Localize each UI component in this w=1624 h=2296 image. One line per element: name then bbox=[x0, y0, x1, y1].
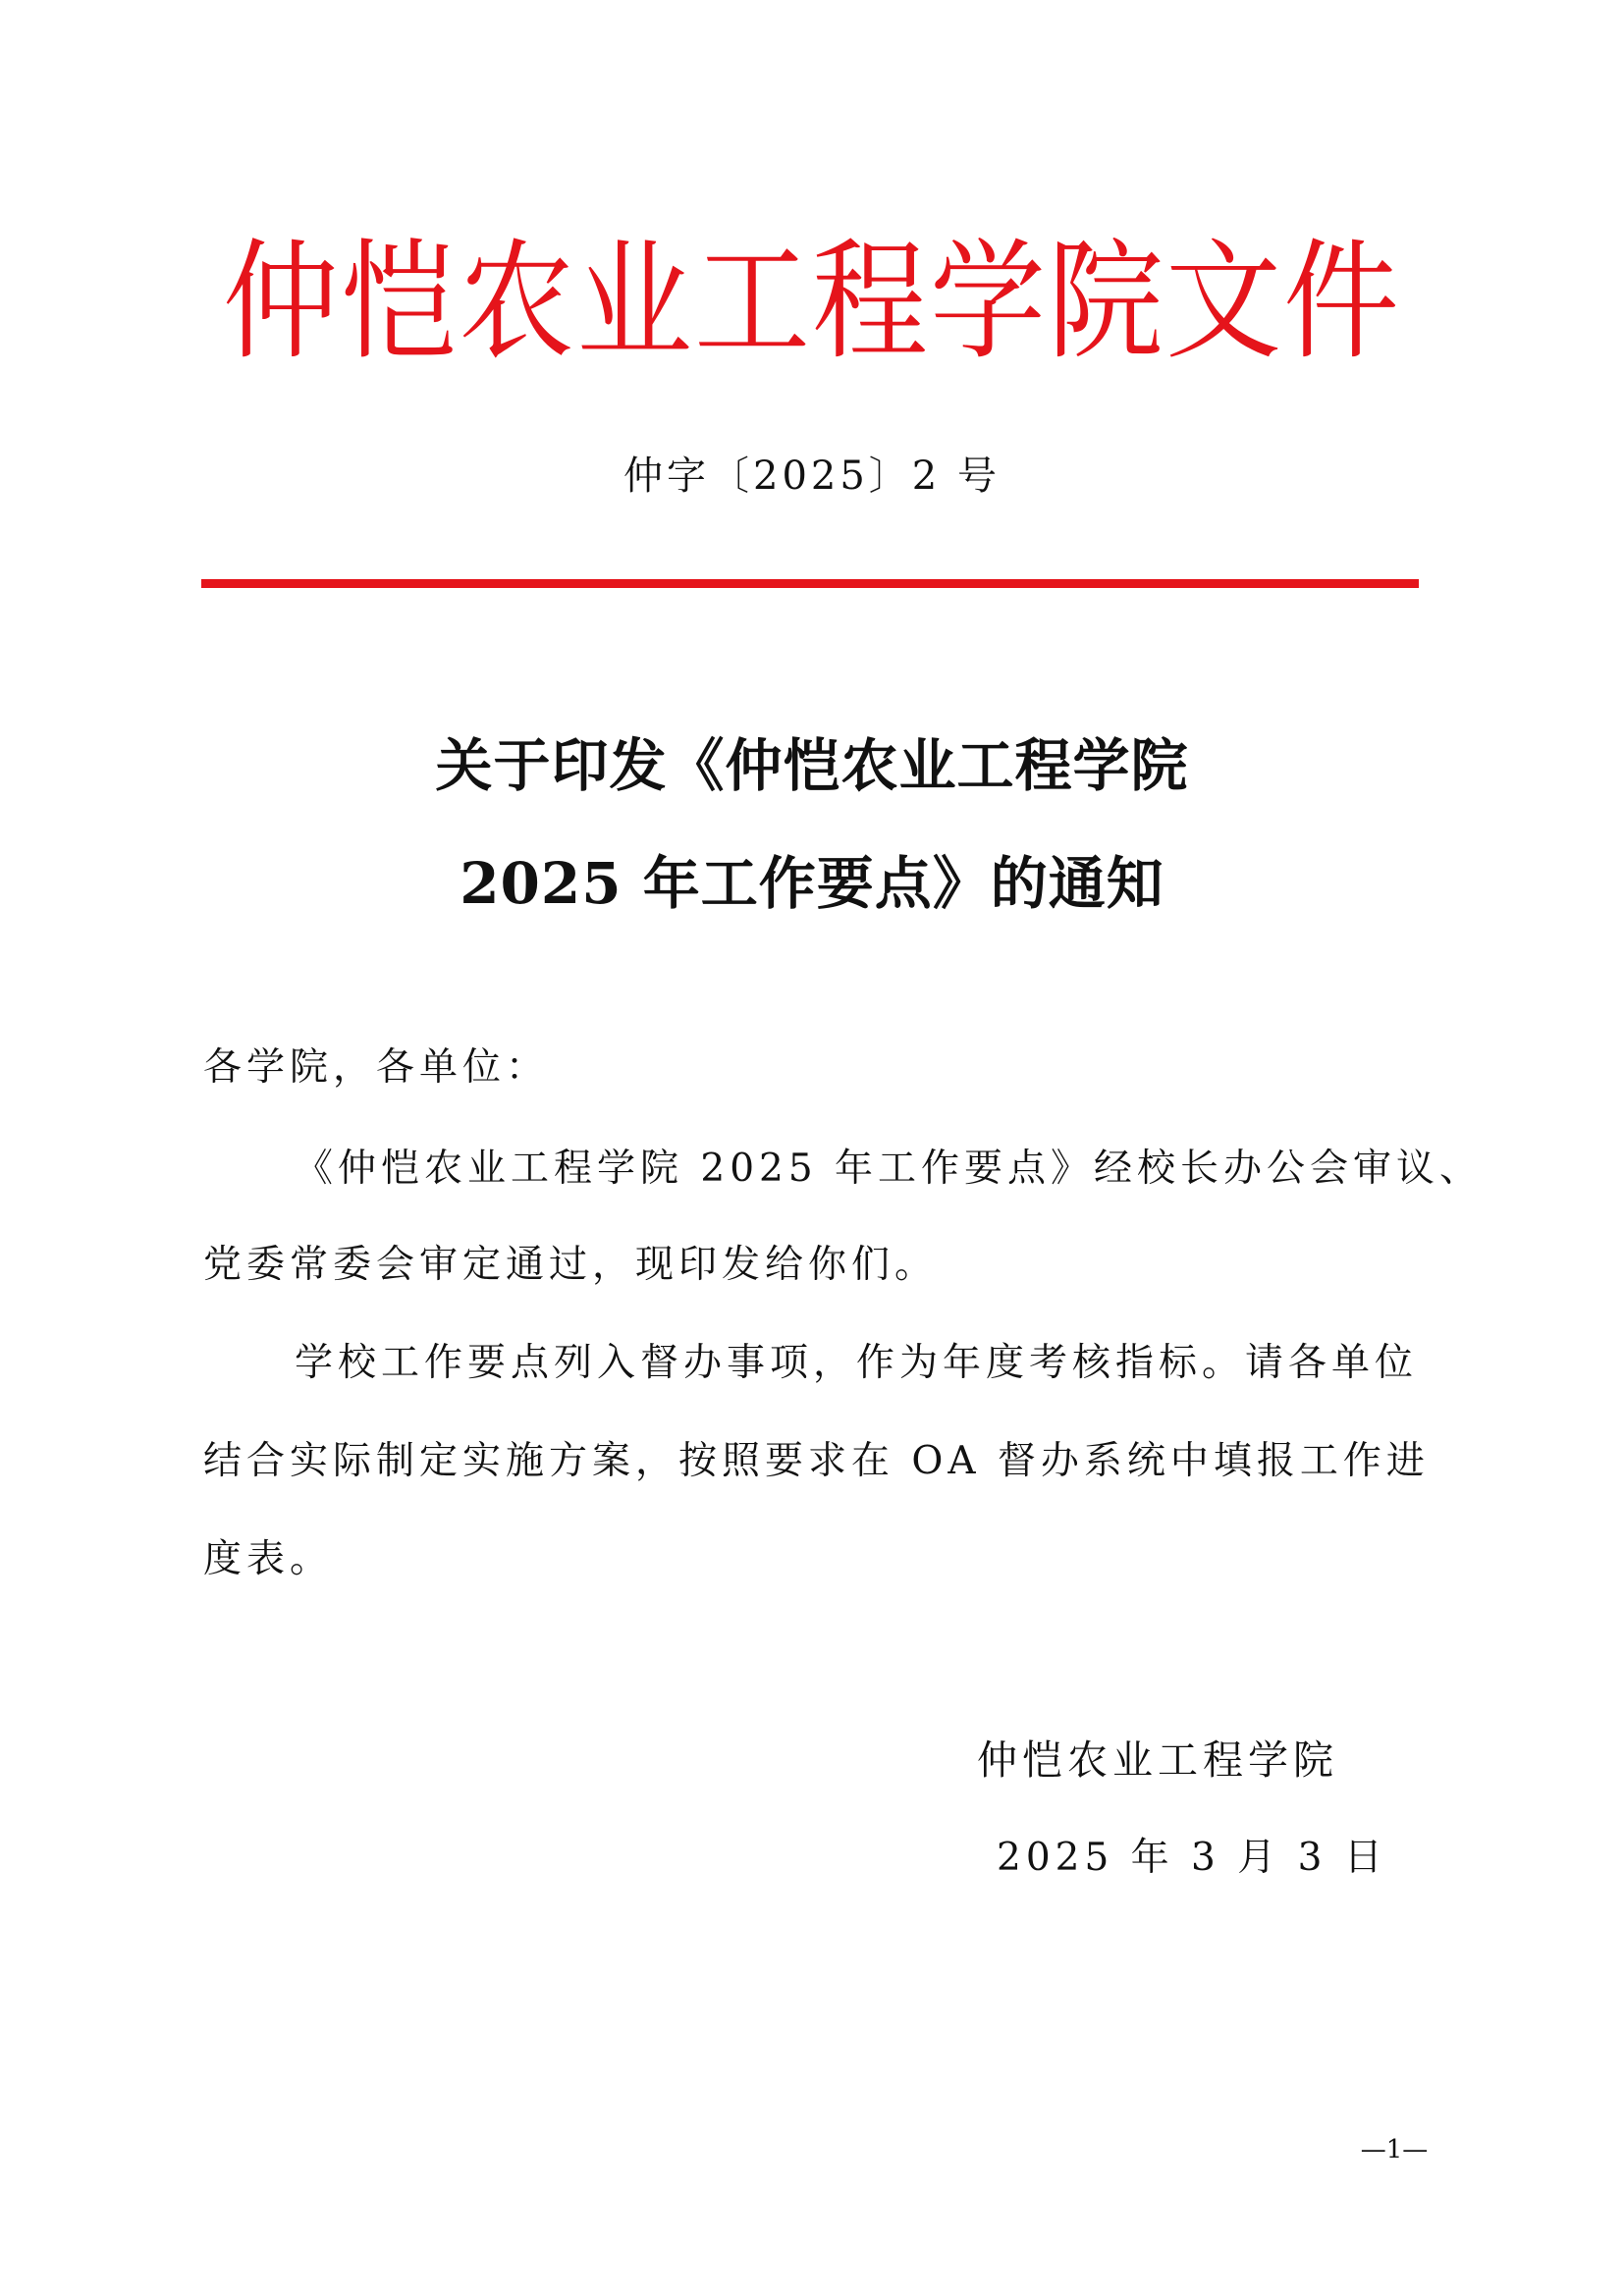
salutation: 各学院，各单位： bbox=[203, 1045, 550, 1090]
notice-title-line-1: 关于印发《仲恺农业工程学院 bbox=[435, 732, 1189, 799]
document-number: 仲字〔2025〕2 号 bbox=[623, 454, 1001, 499]
paragraph-1-line-2: 党委常委会审定通过，现印发给你们。 bbox=[203, 1243, 939, 1287]
signature-date: 2025 年 3 月 3 日 bbox=[997, 1836, 1387, 1880]
paragraph-2-line-3: 度表。 bbox=[203, 1537, 334, 1581]
paragraph-2-line-1: 学校工作要点列入督办事项，作为年度考核指标。请各单位 bbox=[295, 1341, 1419, 1385]
masthead-title: 仲恺农业工程学院文件 bbox=[222, 225, 1401, 378]
signature-organization: 仲恺农业工程学院 bbox=[977, 1736, 1338, 1784]
page-number: —1— bbox=[1360, 2135, 1429, 2164]
paragraph-2-line-2: 结合实际制定实施方案，按照要求在 OA 督办系统中填报工作进 bbox=[203, 1439, 1430, 1483]
red-divider-line bbox=[201, 579, 1419, 588]
paragraph-1-line-1: 《仲恺农业工程学院 2025 年工作要点》经校长办公会审议、 bbox=[295, 1147, 1484, 1191]
notice-title-line-2: 2025 年工作要点》的通知 bbox=[460, 850, 1164, 917]
